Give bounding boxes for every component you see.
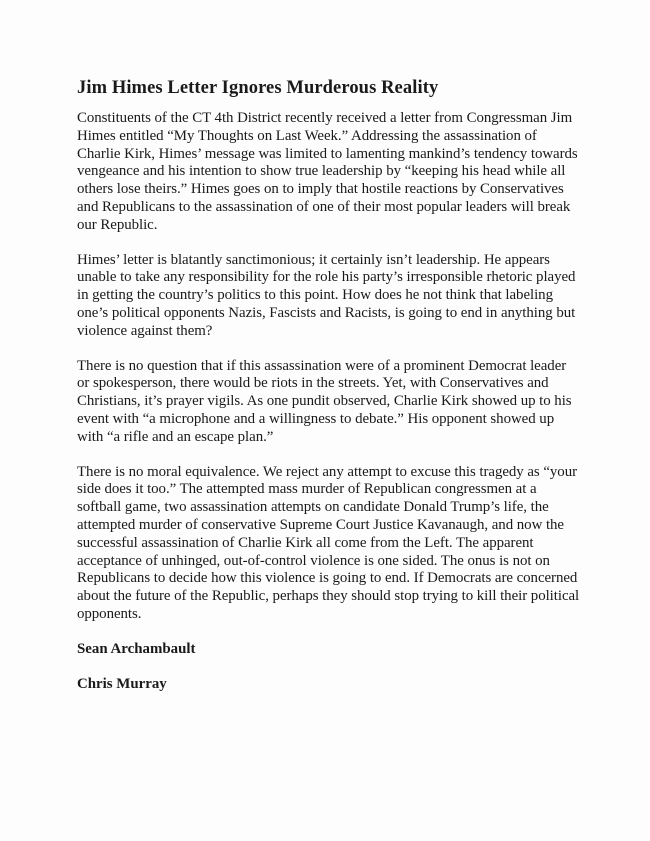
letter-body	[77, 110, 581, 710]
document-title: Jim Himes Letter Ignores Murderous Reality	[77, 78, 439, 98]
paragraph-2: Himes’ letter is blatantly sanctimonious; it certainly isn’t leadership. He appears unable to take any responsibility for the role his party’s irresponsible rhetoric played in getting the country’s politics to this point. How does he not think that labeling one’s political opponents Nazis, Fascists and Racists, is going to end in anything but violence against them?	[77, 251, 576, 339]
paragraph-1: Constituents of the CT 4th District recently received a letter from Congressman Jim Himes entitled “My Thoughts on Last Week.” Addressing the assassination of Charlie Kirk, Himes’ message was limited to lamenting mankind’s tendency towards vengeance and his intention to show true leadership by “keeping his head while all others lose theirs.” Himes goes on to imply that hostile reactions by Conservatives and Republicans to the assassination of one of their most popular leaders will break our Republic.	[77, 110, 578, 233]
signature-2: Chris Murray	[77, 675, 167, 692]
paragraph-3: There is no question that if this assassination were of a prominent Democrat leader or spokesperson, there would be riots in the streets. Yet, with Conservatives and Christians, it’s prayer vigils. As one pundit observed, Charlie Kirk showed up to his event with “a microphone and a willingness to debate.” His opponent showed up with “a rifle and an escape plan.”	[77, 357, 572, 445]
paragraph-4: There is no moral equivalence. We reject any attempt to excuse this tragedy as “your side does it too.” The attempted mass murder of Republican congressmen at a softball game, two assassination attempts on candidate Donald Trump’s life, the attempted murder of conservative Supreme Court Justice Kavanaugh, and now the successful assassination of Charlie Kirk all come from the Left. The apparent acceptance of unhinged, out-of-control violence is one sided. The onus is not on Republicans to decide how this violence is going to end. If Democrats are concerned about the future of the Republic, perhaps they should stop trying to kill their political opponents.	[77, 463, 580, 622]
signature-1: Sean Archambault	[77, 640, 196, 657]
